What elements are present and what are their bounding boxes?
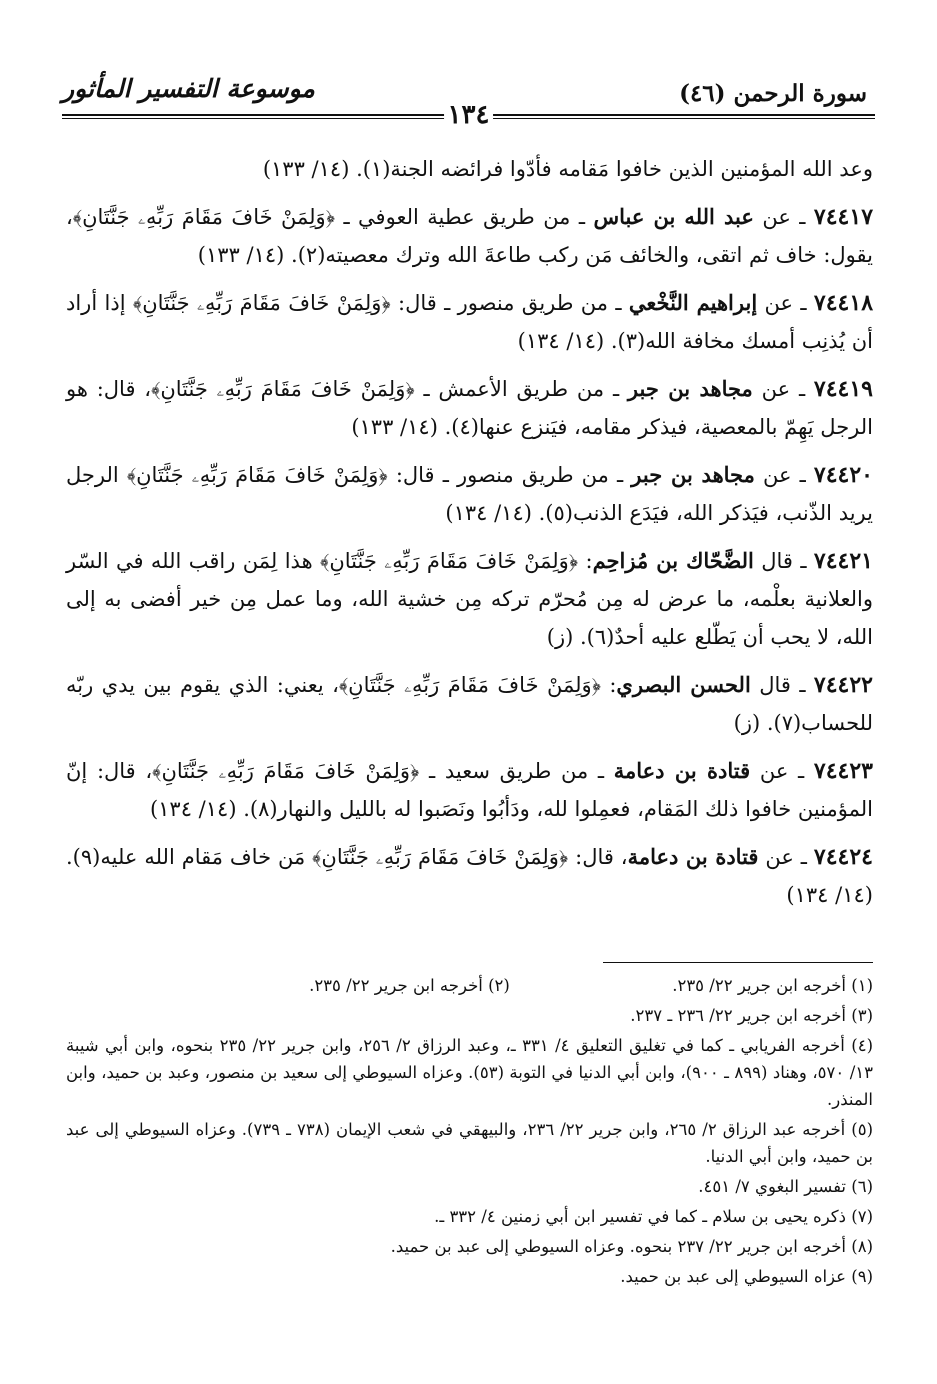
entry-prefix: ـ عن [762, 205, 806, 229]
main-text [66, 150, 873, 924]
entry-text: ، قال: ﴿وَلِمَنْ خَافَ مَقَامَ رَبِّهِۦ جَنَّتَانِ﴾ مَن خاف مَقام الله عليه(٩). (١٤/ ١٣٤) [66, 845, 873, 907]
entry-number: ٧٤٤١٨ [813, 290, 874, 316]
footnote-7: (٧) ذكره يحيى بن سلام ـ كما في تفسير ابن أبي زمنين ٤/ ٣٣٢ ـ. [434, 1207, 873, 1226]
entry-text: : ﴿وَلِمَنْ خَافَ مَقَامَ رَبِّهِۦ جَنَّتَانِ﴾، يعني: الذي يقوم بين يدي ربّه للحساب(٧). (ز) [66, 673, 873, 735]
entry-7418 [66, 284, 873, 360]
footnote-separator [603, 962, 873, 963]
footnote-5: (٥) أخرجه عبد الرزاق ٢/ ٢٦٥، وابن جرير ٢٢/ ٢٣٦، والبيهقي في شعب الإيمان (٧٣٨ ـ ٧٣٩). وعزاه السيوطي إلى عبد بن حميد، وابن أبي الدنيا. [66, 1120, 874, 1166]
footnote-4: (٤) أخرجه الفريابي ـ كما في تغليق التعليق ٤/ ٣٣١ ـ، وعبد الرزاق ٢/ ٢٥٦، وابن جرير ٢٢/ ٢٣٥ بنحوه، وابن أبي شيبة ١٣/ ٥٧٠، وهناد (٨٩٩ ـ ٩٠٠)، وابن أبي الدنيا في التوبة (٥٣). وعزاه السيوطي إلى سعيد بن منصور، وعبد بن حميد، وابن المنذر. [66, 1036, 873, 1109]
narrator-name: قتادة بن دعامة [627, 844, 759, 869]
footnote-3: (٣) أخرجه ابن جرير ٢٢/ ٢٣٦ ـ ٢٣٧. [630, 1006, 873, 1025]
entry-text: ـ من طريق عطية العوفي ـ ﴿وَلِمَنْ خَافَ مَقَامَ رَبِّهِۦ جَنَّتَانِ﴾، يقول: خاف ثم اتقى، والخائف مَن ركب طاعةَ الله وترك معصيته(٢). (١٤/ ١٣٣) [66, 205, 873, 267]
book-title: موسوعة التفسير المأثور [62, 74, 315, 103]
entry-7420 [66, 456, 873, 532]
intro-paragraph: وعد الله المؤمنين الذين خافوا مَقامه فأدّوا فرائضه الجنة(١). (١٤/ ١٣٣) [262, 157, 873, 181]
narrator-name: عبد الله بن عباس [593, 204, 754, 229]
footnote-2: (٢) أخرجه ابن جرير ٢٢/ ٢٣٥. [309, 976, 510, 995]
entry-number: ٧٤٤٢٠ [813, 462, 873, 488]
entry-7423 [66, 752, 873, 828]
surah-title: سورة الرحمن (٤٦) [679, 80, 867, 107]
entry-7419 [66, 370, 873, 446]
entry-prefix: ـ عن [762, 463, 806, 487]
footnote-6: (٦) تفسير البغوي ٧/ ٤٥١. [698, 1177, 873, 1196]
entry-7421 [66, 542, 873, 656]
footnote-1: (١) أخرجه ابن جرير ٢٢/ ٢٣٥. [672, 976, 873, 995]
entry-text: ـ من طريق منصور ـ قال: ﴿وَلِمَنْ خَافَ مَقَامَ رَبِّهِۦ جَنَّتَانِ﴾ الرجل يريد الذّنب، فيَذكر الله، فيَدَع الذنب(٥). (١٤/ ١٣٤) [66, 463, 873, 525]
footnotes [66, 972, 873, 1293]
entry-text: ـ من طريق منصور ـ قال: ﴿وَلِمَنْ خَافَ مَقَامَ رَبِّهِۦ جَنَّتَانِ﴾ إذا أراد أن يُذنِب أمسك مخافة الله(٣). (١٤/ ١٣٤) [66, 291, 873, 353]
entry-number: ٧٤٤٢٤ [813, 844, 873, 870]
narrator-name: الضَّحّاك بن مُزاحِم [592, 548, 754, 573]
entry-prefix: ـ عن [759, 759, 805, 783]
entry-prefix: ـ عن [761, 377, 806, 401]
page-header [62, 62, 875, 130]
entry-number: ٧٤٤٢١ [813, 548, 873, 574]
entry-prefix: ـ عن [764, 291, 807, 315]
entry-7424 [66, 838, 873, 914]
entry-prefix: ـ قال [759, 673, 806, 697]
entry-number: ٧٤٤٢٢ [813, 672, 873, 698]
entry-prefix: ـ عن [765, 845, 807, 869]
narrator-name: مجاهد بن جبر [631, 462, 755, 487]
footnote-8: (٨) أخرجه ابن جرير ٢٢/ ٢٣٧ بنحوه. وعزاه السيوطي إلى عبد بن حميد. [390, 1237, 873, 1256]
entry-number: ٧٤٤٢٣ [813, 758, 873, 784]
page-number: ١٣٤ [444, 100, 494, 130]
entry-text: ـ من طريق الأعمش ـ ﴿وَلِمَنْ خَافَ مَقَامَ رَبِّهِۦ جَنَّتَانِ﴾، قال: هو الرجل يَهِمّ بالمعصية، فيذكر مقامه، فيَنزع عنها(٤). (١٤/ ١٣٣) [66, 377, 873, 439]
footnote-row [66, 972, 873, 999]
entry-number: ٧٤٤١٧ [813, 204, 874, 230]
entry-prefix: ـ قال [761, 549, 807, 573]
narrator-name: مجاهد بن جبر [627, 376, 753, 401]
narrator-name: الحسن البصري [616, 672, 751, 697]
entry-text: : ﴿وَلِمَنْ خَافَ مَقَامَ رَبِّهِۦ جَنَّتَانِ﴾ هذا لِمَن راقب الله في السّر والعلانية بعلْمه، ما عرض له مِن مُحرّم تركه مِن خشية الله، وما عمل مِن خير أفضى به إلى الله، لا يحب أن يَطّلع عليه أحدٌ(٦). (ز) [66, 549, 873, 649]
narrator-name: إبراهيم النَّخْعي [628, 290, 758, 315]
entry-7422 [66, 666, 873, 742]
narrator-name: قتادة بن دعامة [613, 758, 751, 783]
footnote-9: (٩) عزاه السيوطي إلى عبد بن حميد. [620, 1267, 873, 1286]
entry-7417 [66, 198, 873, 274]
entry-text: ـ من طريق سعيد ـ ﴿وَلِمَنْ خَافَ مَقَامَ رَبِّهِۦ جَنَّتَانِ﴾، قال: إنّ المؤمنين خافوا ذلك المَقام، فعمِلوا لله، ودَأبُوا ونَصَبوا له بالليل والنهار(٨). (١٤/ ١٣٤) [66, 759, 873, 821]
entry-number: ٧٤٤١٩ [813, 376, 873, 402]
